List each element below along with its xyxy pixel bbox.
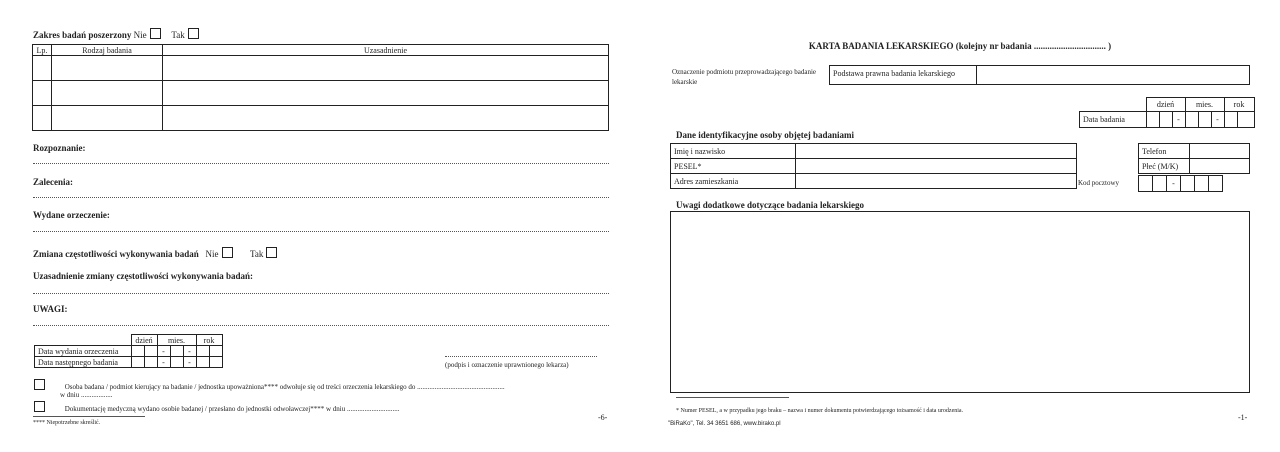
table-cell[interactable] [52, 81, 163, 106]
rozpoznanie-line[interactable] [33, 163, 609, 164]
date-cell[interactable] [144, 357, 157, 368]
signature-line[interactable] [445, 356, 597, 357]
date-dash: - [157, 357, 170, 368]
uwagi-header: Uwagi dodatkowe dotyczące badania lekarskiego [676, 200, 865, 210]
kod-cell[interactable] [1181, 176, 1195, 192]
uwagi-line[interactable] [33, 325, 609, 326]
kod-dash: - [1167, 176, 1181, 192]
uzasadnienie-zmiany-line[interactable] [33, 293, 609, 294]
zakres-tak-checkbox[interactable] [188, 28, 199, 39]
date-cell[interactable] [1159, 112, 1172, 128]
dzien-header: dzień [1146, 98, 1185, 112]
left-footnote: **** Niepotrzebne skreślić. [33, 420, 101, 426]
publisher-info: "BiRaKo", Tel. 34 3651 686, www.birako.pl [668, 421, 781, 427]
data-badania-label: Data badania [1080, 112, 1147, 128]
uwagi-label: UWAGI: [33, 304, 68, 314]
kod-cell[interactable] [1209, 176, 1223, 192]
zmiana-nie-checkbox[interactable] [222, 247, 233, 258]
date-cell[interactable] [170, 346, 183, 357]
right-footnote-rule [676, 397, 789, 398]
zalecenia-line[interactable] [33, 197, 609, 198]
date-cell[interactable] [131, 357, 144, 368]
date-cell[interactable] [1146, 112, 1159, 128]
podstawa-value[interactable] [977, 66, 1250, 85]
table-cell[interactable] [52, 106, 163, 131]
table-cell[interactable] [33, 81, 52, 106]
card-title: KARTA BADANIA LEKARSKIEGO (kolejny nr badania ................................ ) [808, 41, 1112, 51]
dane-table [670, 143, 1077, 189]
table-cell[interactable] [52, 56, 163, 81]
date-cell[interactable] [196, 346, 209, 357]
zmiana-tak: Tak [250, 249, 264, 259]
table-cell[interactable] [163, 56, 609, 81]
check1-text: Osoba badana / podmiot kierujący na badanie / jednostka upoważniona**** odwołuje się od treści orzeczenia lekarskiego do .................................................. [64, 383, 505, 391]
date-cell[interactable] [196, 357, 209, 368]
adres-value[interactable] [796, 174, 1077, 189]
footnote-rule [33, 416, 145, 417]
plec-label: Płeć (M/K) [1139, 159, 1190, 174]
plec-value[interactable] [1190, 159, 1250, 174]
check2-row [34, 401, 400, 413]
table-cell[interactable] [33, 106, 52, 131]
right-footnote: * Numer PESEL, a w przypadku jego braku – nazwa i numer dokumentu potwierdzającego tożsamość i data urodzenia. [676, 408, 964, 414]
date-cell[interactable] [170, 357, 183, 368]
header-rodzaj: Rodzaj badania [52, 45, 163, 56]
zakres-nie: Nie [133, 30, 147, 40]
zakres-table [32, 44, 609, 131]
date-cell[interactable] [144, 346, 157, 357]
date-dash: - [157, 346, 170, 357]
zakres-label: Zakres badań poszerzony [33, 30, 132, 40]
date-cell[interactable] [1198, 112, 1211, 128]
rok-header: rok [196, 335, 222, 346]
zakres-row [33, 28, 203, 40]
imie-value[interactable] [796, 144, 1077, 159]
left-date-table [34, 334, 223, 368]
date-cell[interactable] [131, 346, 144, 357]
date-dash: - [1211, 112, 1224, 128]
zalecenia-label: Zalecenia: [33, 177, 73, 187]
date-dash: - [1172, 112, 1185, 128]
wydane-line[interactable] [33, 231, 609, 232]
telefon-value[interactable] [1190, 144, 1250, 159]
date-cell[interactable] [1224, 112, 1237, 128]
table-cell[interactable] [163, 81, 609, 106]
data-nastepnego-label: Data następnego badania [35, 357, 132, 368]
podstawa-table [829, 65, 1250, 85]
mies-header: mies. [157, 335, 196, 346]
left-page-number: -6- [598, 413, 608, 422]
date-dash: - [183, 357, 196, 368]
kod-label: Kod pocztowy [1078, 179, 1120, 187]
telefon-table [1138, 143, 1250, 174]
kod-cell[interactable] [1195, 176, 1209, 192]
check2-text: Dokumentację medyczną wydano osobie badanej / przesłano do jednostki odwoławczej**** w dniu .............................. [64, 405, 400, 413]
zakres-nie-checkbox[interactable] [150, 28, 161, 39]
telefon-label: Telefon [1139, 144, 1190, 159]
table-cell[interactable] [163, 106, 609, 131]
pesel-label: PESEL* [671, 159, 796, 174]
podstawa-label: Podstawa prawna badania lekarskiego [830, 66, 977, 85]
header-lp: Lp. [33, 45, 52, 56]
adres-label: Adres zamieszkania [671, 174, 796, 189]
imie-label: Imię i nazwisko [671, 144, 796, 159]
dzien-header: dzień [131, 335, 157, 346]
date-cell[interactable] [209, 346, 222, 357]
kod-cell[interactable] [1139, 176, 1153, 192]
zmiana-nie: Nie [205, 249, 219, 259]
check1-row [34, 379, 604, 391]
table-cell[interactable] [33, 56, 52, 81]
uwagi-box[interactable] [670, 211, 1250, 393]
podmiot-label: Oznaczenie podmiotu przeprowadzającego badanie lekarskie [672, 68, 817, 86]
zmiana-label: Zmiana częstotliwości wykonywania badań [33, 249, 199, 259]
zakres-tak: Tak [171, 30, 185, 40]
signature-caption: (podpis i oznaczenie uprawnionego lekarza) [445, 361, 569, 369]
rok-header: rok [1224, 98, 1254, 112]
dane-header: Dane identyfikacyjne osoby objętej badaniami [676, 130, 855, 140]
uzasadnienie-zmiany-label: Uzasadnienie zmiany częstotliwości wykonywania badań: [33, 271, 254, 281]
date-cell[interactable] [1237, 112, 1254, 128]
check1-checkbox[interactable] [34, 379, 45, 390]
mies-header: mies. [1185, 98, 1224, 112]
zmiana-row [33, 247, 281, 259]
kod-table [1138, 175, 1223, 192]
check1b-text: w dniu .................. [60, 391, 113, 399]
wydane-label: Wydane orzeczenie: [33, 210, 110, 220]
kod-cell[interactable] [1153, 176, 1167, 192]
pesel-value[interactable] [796, 159, 1077, 174]
zmiana-tak-checkbox[interactable] [266, 247, 277, 258]
date-cell[interactable] [1185, 112, 1198, 128]
data-wydania-label: Data wydania orzeczenia [35, 346, 132, 357]
date-dash: - [183, 346, 196, 357]
right-page-number: -1- [1238, 413, 1248, 422]
header-uzasadnienie: Uzasadnienie [163, 45, 609, 56]
check2-checkbox[interactable] [34, 401, 45, 412]
rozpoznanie-label: Rozpoznanie: [33, 143, 86, 153]
right-date-table [1079, 97, 1255, 128]
date-cell[interactable] [209, 357, 222, 368]
